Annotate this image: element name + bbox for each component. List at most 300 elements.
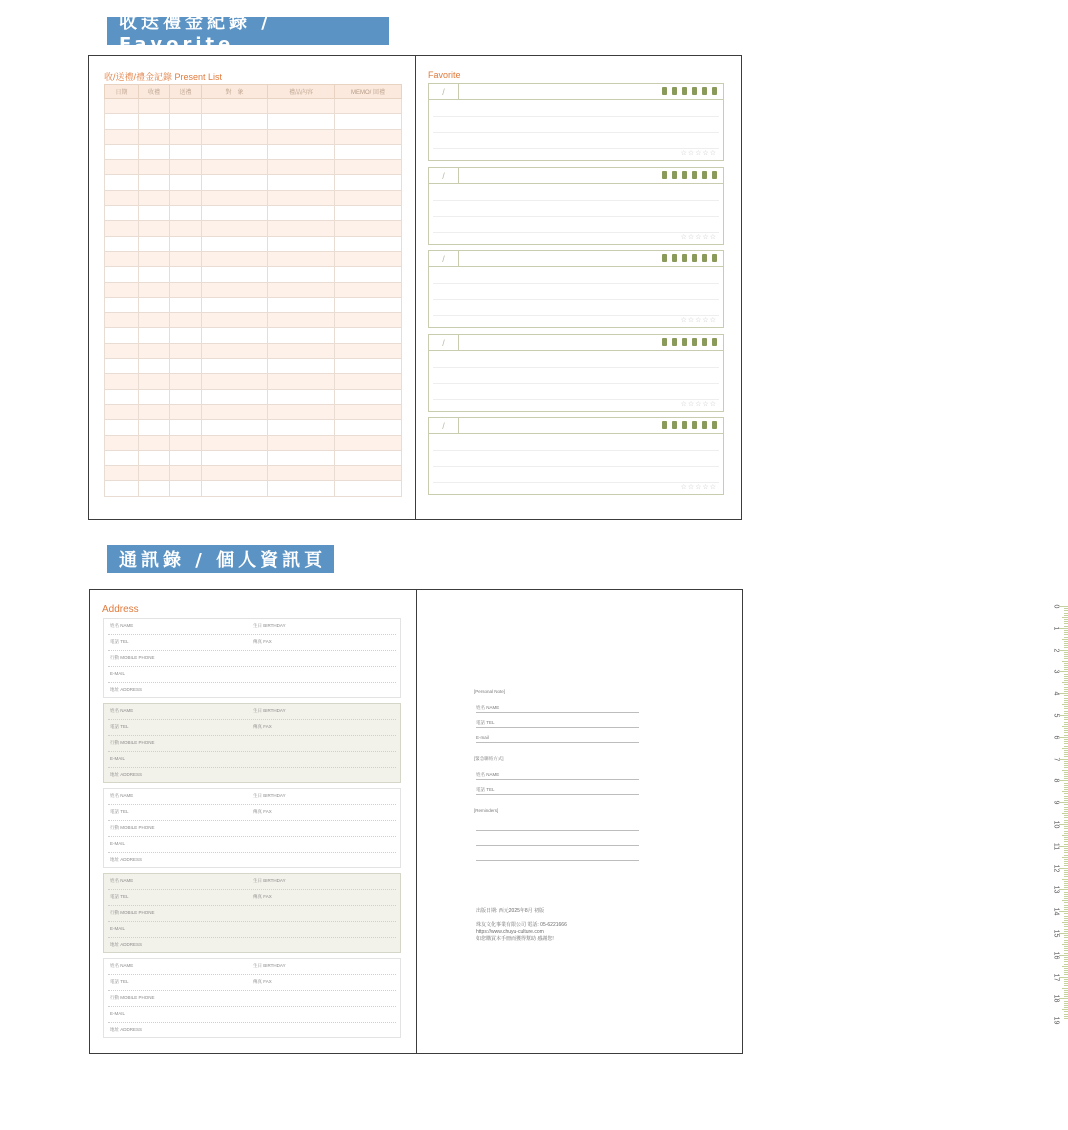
table-cell[interactable] [202,129,268,144]
rating-stars[interactable]: ☆☆☆☆☆ [680,400,717,408]
table-cell[interactable] [335,129,402,144]
ruler-tick [1064,728,1068,729]
favorite-card [428,334,724,412]
table-cell[interactable] [105,420,139,435]
table-cell[interactable] [268,99,335,114]
table-cell[interactable] [335,267,402,282]
name-label: 姓名 NAME [110,623,134,628]
address-row[interactable] [108,853,396,869]
table-cell[interactable] [139,450,170,465]
food-icon[interactable] [662,87,667,95]
ruler-tick [1064,719,1068,720]
travel-icon[interactable] [712,421,717,429]
favorite-number-box[interactable]: / [429,168,459,184]
table-cell[interactable] [335,374,402,389]
tel-row[interactable] [108,975,396,991]
book-icon[interactable] [692,171,697,179]
ruler-tick [1059,628,1068,629]
table-cell[interactable] [139,328,170,343]
table-cell[interactable] [170,466,202,481]
table-cell[interactable] [202,389,268,404]
ruler-tick [1064,722,1068,723]
table-cell[interactable] [105,282,139,297]
ruler-tick [1064,972,1068,973]
address-card [103,618,401,698]
table-cell[interactable] [170,160,202,175]
fax-label: 傳真 FAX [253,809,272,814]
favorite-number-box[interactable]: / [429,418,459,434]
table-cell[interactable] [170,144,202,159]
table-cell[interactable] [335,236,402,251]
table-cell[interactable] [268,175,335,190]
favorite-card [428,250,724,328]
mobile-row[interactable] [108,821,396,837]
table-cell[interactable] [105,160,139,175]
table-cell[interactable] [202,466,268,481]
table-cell[interactable] [139,389,170,404]
ruler-tick [1064,876,1068,877]
table-cell[interactable] [202,144,268,159]
table-cell[interactable] [105,267,139,282]
table-cell[interactable] [170,282,202,297]
table-cell[interactable] [105,144,139,159]
name-row[interactable] [108,874,396,890]
birthday-label: 生日 BIRTHDAY [253,963,286,968]
table-cell[interactable] [202,343,268,358]
table-cell[interactable] [105,435,139,450]
mobile-row[interactable] [108,906,396,922]
table-cell[interactable] [139,190,170,205]
table-cell[interactable] [202,236,268,251]
tel-row[interactable] [108,890,396,906]
table-cell[interactable] [268,359,335,374]
table-cell[interactable] [268,236,335,251]
email-row[interactable] [108,1007,396,1023]
table-cell[interactable] [139,466,170,481]
table-cell[interactable] [170,114,202,129]
table-cell[interactable] [202,420,268,435]
ruler-tick [1059,889,1068,890]
table-cell[interactable] [105,297,139,312]
ruler-tick [1064,739,1068,740]
travel-icon[interactable] [712,87,717,95]
table-cell[interactable] [268,251,335,266]
table-row [105,251,402,266]
address-card [103,958,401,1038]
table-row [105,313,402,328]
table-cell[interactable] [139,359,170,374]
ruler-tick [1059,977,1068,978]
table-cell[interactable] [268,328,335,343]
table-cell[interactable] [335,466,402,481]
section-banner-address: 通訊錄 / 個人資訊頁 [107,545,334,573]
table-cell[interactable] [139,374,170,389]
table-cell[interactable] [170,374,202,389]
table-cell[interactable] [139,175,170,190]
ruler-tick [1064,619,1068,620]
ruler-tick [1059,606,1068,607]
table-cell[interactable] [335,297,402,312]
table-cell[interactable] [105,114,139,129]
table-cell[interactable] [170,435,202,450]
ruler-tick [1064,863,1068,864]
table-cell[interactable] [268,313,335,328]
table-cell[interactable] [105,328,139,343]
table-cell[interactable] [268,221,335,236]
travel-icon[interactable] [712,171,717,179]
table-cell[interactable] [139,236,170,251]
table-cell[interactable] [268,420,335,435]
table-cell[interactable] [268,435,335,450]
table-cell[interactable] [139,404,170,419]
writing-line [433,132,719,133]
table-cell[interactable] [335,160,402,175]
address-row[interactable] [108,683,396,699]
table-cell[interactable] [139,206,170,221]
table-cell[interactable] [105,236,139,251]
table-cell[interactable] [105,251,139,266]
table-cell[interactable] [335,99,402,114]
table-row [105,466,402,481]
table-cell[interactable] [268,450,335,465]
table-cell[interactable] [139,251,170,266]
mobile-row[interactable] [108,991,396,1007]
table-cell[interactable] [268,190,335,205]
ruler-tick [1064,916,1068,917]
shop-icon[interactable] [702,254,707,262]
category-icons [662,171,717,179]
category-icons [662,338,717,346]
table-cell[interactable] [170,343,202,358]
ruler-tick [1064,957,1068,958]
rating-stars[interactable]: ☆☆☆☆☆ [680,150,717,157]
table-cell[interactable] [202,221,268,236]
table-cell[interactable] [268,297,335,312]
table-cell[interactable] [335,404,402,419]
food-icon[interactable] [662,421,667,429]
table-row [105,328,402,343]
table-cell[interactable] [139,282,170,297]
table-cell[interactable] [170,221,202,236]
favorite-number-box[interactable]: / [429,84,459,100]
ruler-tick [1062,791,1068,792]
drink-icon[interactable] [672,171,677,179]
table-cell[interactable] [105,481,139,496]
table-cell[interactable] [268,129,335,144]
travel-icon[interactable] [712,338,717,346]
table-cell[interactable] [202,175,268,190]
table-cell[interactable] [170,129,202,144]
ruler-tick [1064,674,1068,675]
table-cell[interactable] [335,420,402,435]
ruler-tick [1064,717,1068,718]
name-row[interactable] [108,959,396,975]
address-card [103,788,401,868]
table-cell[interactable] [105,129,139,144]
table-cell[interactable] [170,313,202,328]
table-row [105,221,402,236]
email-row[interactable] [108,752,396,768]
tel-row[interactable] [108,720,396,736]
table-cell[interactable] [268,160,335,175]
music-icon[interactable] [682,421,687,429]
table-cell[interactable] [170,450,202,465]
table-row [105,114,402,129]
table-cell[interactable] [139,267,170,282]
fax-label: 傳真 FAX [253,979,272,984]
table-cell[interactable] [170,404,202,419]
table-cell[interactable] [105,206,139,221]
table-cell[interactable] [139,144,170,159]
table-cell[interactable] [105,221,139,236]
table-cell[interactable] [139,481,170,496]
ruler-tick [1064,741,1068,742]
table-cell[interactable] [335,144,402,159]
music-icon[interactable] [682,338,687,346]
name-row[interactable] [108,619,396,635]
tel-row[interactable] [108,635,396,651]
table-cell[interactable] [105,313,139,328]
table-cell[interactable] [202,114,268,129]
table-cell[interactable] [105,450,139,465]
rating-stars[interactable]: ☆☆☆☆☆ [680,484,717,491]
mobile-row[interactable] [108,736,396,752]
address-label: 地址 ADDRESS [110,772,143,777]
table-cell[interactable] [202,206,268,221]
table-cell[interactable] [139,99,170,114]
ruler-tick [1064,848,1068,849]
table-cell[interactable] [170,328,202,343]
rating-stars[interactable]: ☆☆☆☆☆ [680,233,717,241]
table-cell[interactable] [170,481,202,496]
drink-icon[interactable] [672,338,677,346]
reminder-line [476,860,639,861]
table-cell[interactable] [105,404,139,419]
food-icon[interactable] [662,338,667,346]
table-cell[interactable] [202,328,268,343]
table-cell[interactable] [139,343,170,358]
book-icon[interactable] [692,421,697,429]
table-cell[interactable] [139,313,170,328]
personal-name-line [476,712,639,713]
table-cell[interactable] [139,129,170,144]
favorite-number-box[interactable]: / [429,251,459,267]
email-label: E-MAIL [110,926,126,931]
shop-icon[interactable] [702,421,707,429]
address-card [103,703,401,783]
table-cell[interactable] [202,267,268,282]
tel-row[interactable] [108,805,396,821]
table-cell[interactable] [335,313,402,328]
table-cell[interactable] [335,221,402,236]
page-ruler [1052,606,1068,1030]
music-icon[interactable] [682,254,687,262]
table-cell[interactable] [170,99,202,114]
ruler-tick [1064,920,1068,921]
table-cell[interactable] [170,236,202,251]
table-cell[interactable] [170,175,202,190]
table-cell[interactable] [268,343,335,358]
address-row[interactable] [108,1023,396,1039]
table-cell[interactable] [139,221,170,236]
table-cell[interactable] [202,450,268,465]
ruler-tick [1064,783,1068,784]
ruler-tick [1062,900,1068,901]
table-cell[interactable] [268,389,335,404]
table-cell[interactable] [335,481,402,496]
table-cell[interactable] [268,404,335,419]
table-cell[interactable] [105,374,139,389]
table-cell[interactable] [202,190,268,205]
ruler-tick [1064,623,1068,624]
table-cell[interactable] [202,481,268,496]
table-cell[interactable] [139,297,170,312]
table-cell[interactable] [335,175,402,190]
table-cell[interactable] [268,114,335,129]
mobile-label: 行動 MOBILE PHONE [110,740,155,745]
table-cell[interactable] [335,435,402,450]
table-cell[interactable] [170,206,202,221]
table-cell[interactable] [170,190,202,205]
ruler-tick [1062,944,1068,945]
ruler-tick [1059,780,1068,781]
table-cell[interactable] [335,359,402,374]
present-list-table [104,84,402,497]
table-cell[interactable] [105,175,139,190]
table-cell[interactable] [105,359,139,374]
rating-stars[interactable]: ☆☆☆☆☆ [680,317,717,324]
email-row[interactable] [108,667,396,683]
travel-icon[interactable] [712,254,717,262]
table-cell[interactable] [105,190,139,205]
writing-line [433,367,719,368]
favorite-number-box[interactable]: / [429,335,459,351]
table-cell[interactable] [335,190,402,205]
table-cell[interactable] [202,313,268,328]
table-cell[interactable] [105,389,139,404]
ruler-tick [1064,695,1068,696]
music-icon[interactable] [682,171,687,179]
book-icon[interactable] [692,254,697,262]
table-cell[interactable] [202,404,268,419]
thanks-note: 如您購買本手冊而獲得幫助 感謝您! [476,936,554,942]
table-cell[interactable] [170,297,202,312]
writing-line [433,216,719,217]
table-cell[interactable] [268,144,335,159]
birthday-label: 生日 BIRTHDAY [253,708,286,713]
ruler-tick [1064,724,1068,725]
writing-line [433,466,719,467]
table-cell[interactable] [268,374,335,389]
mobile-row[interactable] [108,651,396,667]
ruler-tick [1064,676,1068,677]
table-cell[interactable] [268,267,335,282]
table-cell[interactable] [139,114,170,129]
table-cell[interactable] [335,450,402,465]
drink-icon[interactable] [672,87,677,95]
table-cell[interactable] [170,359,202,374]
ruler-tick [1064,885,1068,886]
table-cell[interactable] [105,343,139,358]
ruler-tick [1064,796,1068,797]
table-cell[interactable] [335,206,402,221]
table-cell[interactable] [139,160,170,175]
table-cell[interactable] [202,99,268,114]
shop-icon[interactable] [702,338,707,346]
personal-note-heading: [Personal Note] [474,689,506,694]
fax-label: 傳真 FAX [253,894,272,899]
drink-icon[interactable] [672,254,677,262]
ruler-tick [1059,911,1068,912]
music-icon[interactable] [682,87,687,95]
favorite-title: Favorite [428,70,461,80]
table-cell[interactable] [202,374,268,389]
table-cell[interactable] [202,251,268,266]
table-cell[interactable] [268,481,335,496]
ruler-tick [1064,645,1068,646]
table-cell[interactable] [335,389,402,404]
food-icon[interactable] [662,254,667,262]
email-label: E-MAIL [110,756,126,761]
table-cell[interactable] [202,282,268,297]
book-icon[interactable] [692,338,697,346]
food-icon[interactable] [662,171,667,179]
table-cell[interactable] [335,114,402,129]
address-row[interactable] [108,938,396,954]
drink-icon[interactable] [672,421,677,429]
table-cell[interactable] [105,466,139,481]
ruler-tick [1064,1011,1068,1012]
table-cell[interactable] [202,435,268,450]
table-cell[interactable] [202,297,268,312]
table-cell[interactable] [268,466,335,481]
ruler-tick [1062,639,1068,640]
ruler-tick [1064,996,1068,997]
table-cell[interactable] [335,328,402,343]
ruler-tick [1064,708,1068,709]
name-row[interactable] [108,789,396,805]
table-cell[interactable] [202,359,268,374]
name-row[interactable] [108,704,396,720]
table-cell[interactable] [335,251,402,266]
ruler-tick [1064,852,1068,853]
email-row[interactable] [108,837,396,853]
table-cell[interactable] [170,420,202,435]
table-cell[interactable] [170,251,202,266]
ruler-tick [1064,828,1068,829]
spread-address-personal [89,589,1060,1054]
table-cell[interactable] [202,160,268,175]
table-cell[interactable] [105,99,139,114]
shop-icon[interactable] [702,87,707,95]
address-row[interactable] [108,768,396,784]
table-cell[interactable] [268,206,335,221]
table-cell[interactable] [139,420,170,435]
table-cell[interactable] [268,282,335,297]
shop-icon[interactable] [702,171,707,179]
table-cell[interactable] [335,282,402,297]
address-label: 地址 ADDRESS [110,942,143,947]
favorite-card [428,417,724,495]
header-given: 送禮 [170,85,202,99]
table-cell[interactable] [170,389,202,404]
header-memo: MEMO/ 回禮 [335,85,402,99]
email-row[interactable] [108,922,396,938]
table-cell[interactable] [335,343,402,358]
table-cell[interactable] [139,435,170,450]
book-icon[interactable] [692,87,697,95]
table-cell[interactable] [170,267,202,282]
